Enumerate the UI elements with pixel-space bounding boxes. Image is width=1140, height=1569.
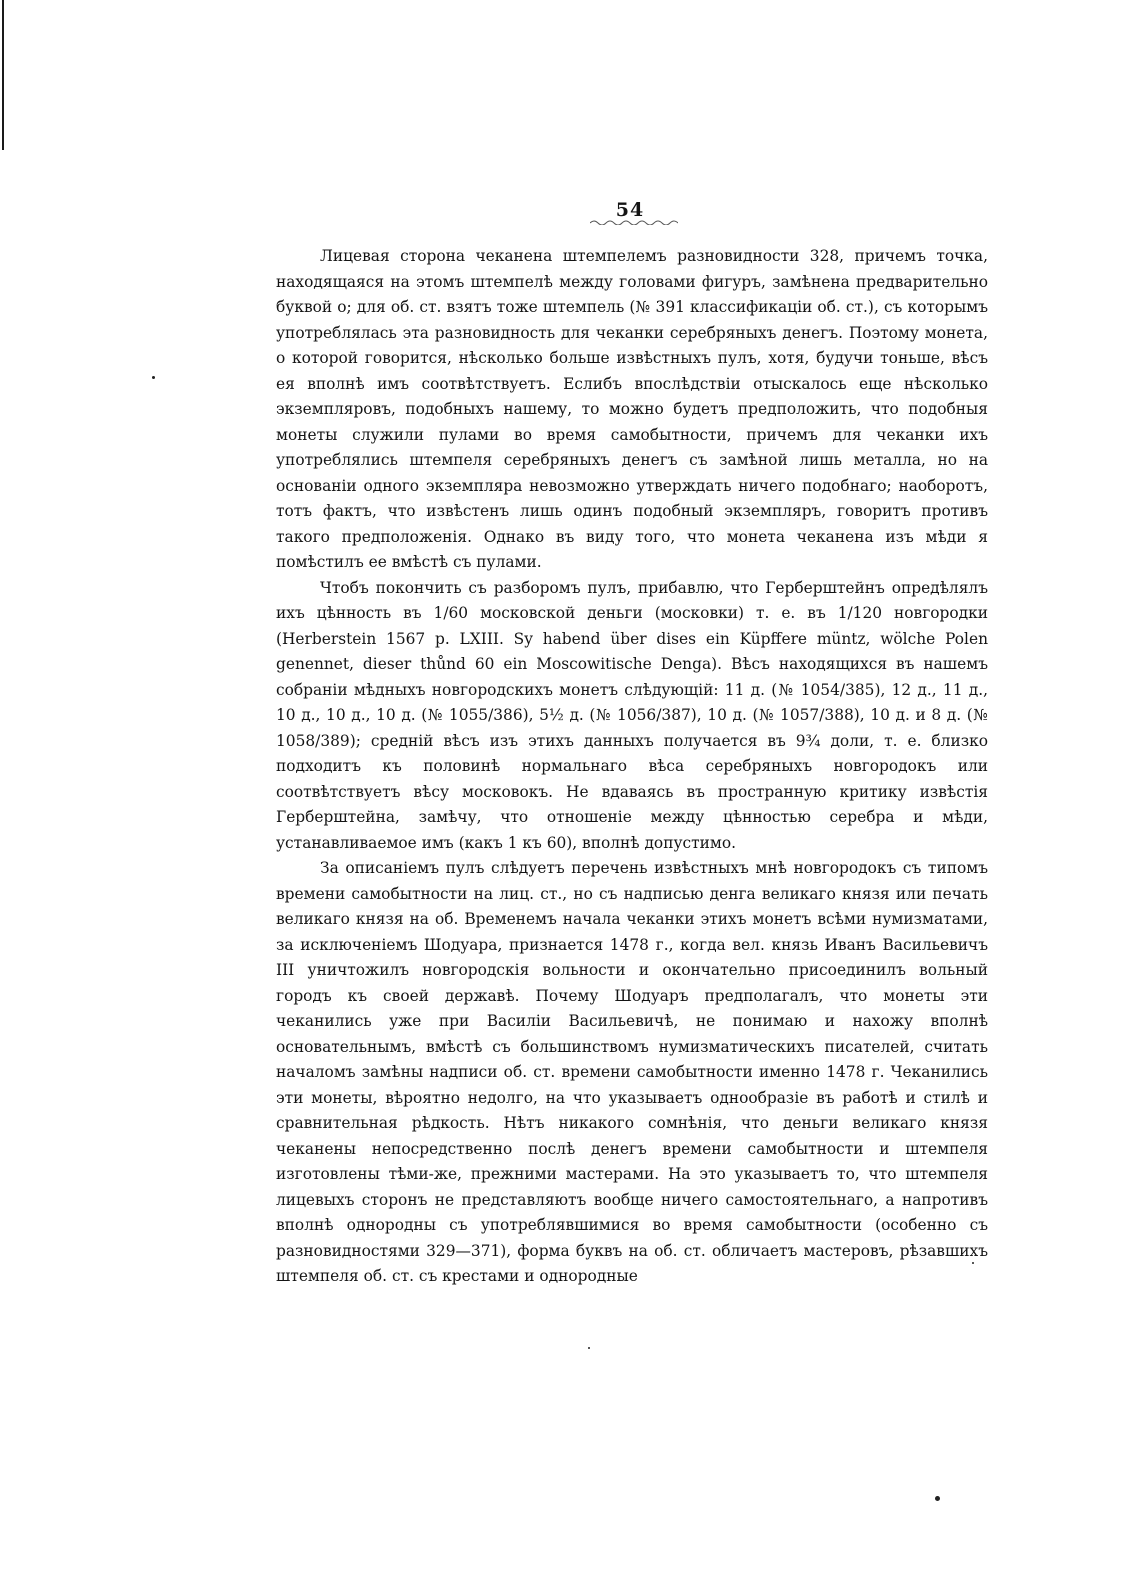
scan-speck (972, 1262, 974, 1264)
scan-speck (588, 1347, 590, 1349)
scan-speck (935, 1496, 940, 1501)
paragraph-2: Чтобъ покончить съ разборомъ пулъ, прибавлю, что Герберштейнъ опредѣлялъ ихъ цѣнность въ 1/60 московской деньги (московки) т. е. въ 1/120 новгородки (Herberstein 1567 p. LXIII. Sy habend über dises ein Küpffere müntz, wölche Polen genennet, dieser thůnd 60 ein Moscowitische Denga). Вѣсъ находящихся въ нашемъ собраніи мѣдныхъ новгородскихъ монетъ слѣдующій: 11 д. (№ 1054/385), 12 д., 11 д., 10 д., 10 д., 10 д. (№ 1055/386), 5½ д. (№ 1056/387), 10 д. (№ 1057/388), 10 д. и 8 д. (№ 1058/389); средній вѣсъ изъ этихъ данныхъ получается въ 9¾ доли, т. е. близко подходитъ къ половинѣ нормальнаго вѣса серебряныхъ новгородокъ или соотвѣтствуетъ вѣсу московокъ. Не вдаваясь въ пространную критику извѣстія Герберштейна, замѣчу, что отношеніе между цѣнностью серебра и мѣди, устанавливаемое имъ (какъ 1 къ 60), вполнѣ допустимо. (276, 578, 988, 852)
scan-edge-line (2, 0, 4, 150)
wavy-ornament-rule (590, 219, 678, 225)
scan-speck (152, 376, 155, 379)
main-text (276, 244, 988, 1290)
page-number: 54 (615, 199, 645, 221)
paragraph-3: За описаніемъ пулъ слѣдуетъ перечень извѣстныхъ мнѣ новгородокъ съ типомъ времени самобытности на лиц. ст., но съ надписью денга великаго князя или печать великаго князя на об. Временемъ начала чеканки этихъ монетъ всѣми нумизматами, за исключеніемъ Шодуара, признается 1478 г., когда вел. князь Иванъ Васильевичъ III уничтожилъ новгородскія вольности и окончательно присоединилъ вольный городъ къ своей державѣ. Почему Шодуаръ предполагалъ, что монеты эти чеканились уже при Василіи Васильевичѣ, не понимаю и нахожу вполнѣ основательнымъ, вмѣстѣ съ большинствомъ нумизматическихъ писателей, считать началомъ замѣны надписи об. ст. времени самобытности именно 1478 г. Чеканились эти монеты, вѣроятно недолго, на что указываетъ однообразіе въ работѣ и стилѣ и сравнительная рѣдкость. Нѣтъ никакого сомнѣнія, что деньги великаго князя чеканены непосредственно послѣ денегъ времени самобытности и штемпеля изготовлены тѣми-же, прежними мастерами. На это указываетъ то, что штемпеля лицевыхъ сторонъ не представляютъ вообще ничего самостоятельнаго, а напротивъ вполнѣ однородны съ употреблявшимися во время самобытности (особенно съ разновидностями 329—371), форма буквъ на об. ст. обличаетъ мастеровъ, рѣзавшихъ штемпеля об. ст. съ крестами и однородные (276, 859, 988, 1285)
paragraph-1: Лицевая сторона чеканена штемпелемъ разновидности 328, причемъ точка, находящаяся на этомъ штемпелѣ между головами фигуръ, замѣнена предварительно буквой о; для об. ст. взятъ тоже штемпель (№ 391 классификаціи об. ст.), съ которымъ употреблялась эта разновидность для чеканки серебряныхъ денегъ. Поэтому монета, о которой говорится, нѣсколько больше извѣстныхъ пулъ, хотя, будучи тоньше, вѣсъ ея вполнѣ имъ соотвѣтствуетъ. Еслибъ впослѣдствіи отыскалось еще нѣсколько экземпляровъ, подобныхъ нашему, то можно будетъ предположить, что подобныя монеты служили пулами во время самобытности, причемъ для чеканки ихъ употреблялись штемпеля серебряныхъ денегъ съ замѣной лишь металла, но на основаніи одного экземпляра невозможно утверждать ничего подобнаго; наоборотъ, тотъ фактъ, что извѣстенъ лишь одинъ подобный экземпляръ, говоритъ противъ такого предположенія. Однако въ виду того, что монета чеканена изъ мѣди я помѣстилъ ее вмѣстѣ съ пулами. (276, 247, 988, 571)
